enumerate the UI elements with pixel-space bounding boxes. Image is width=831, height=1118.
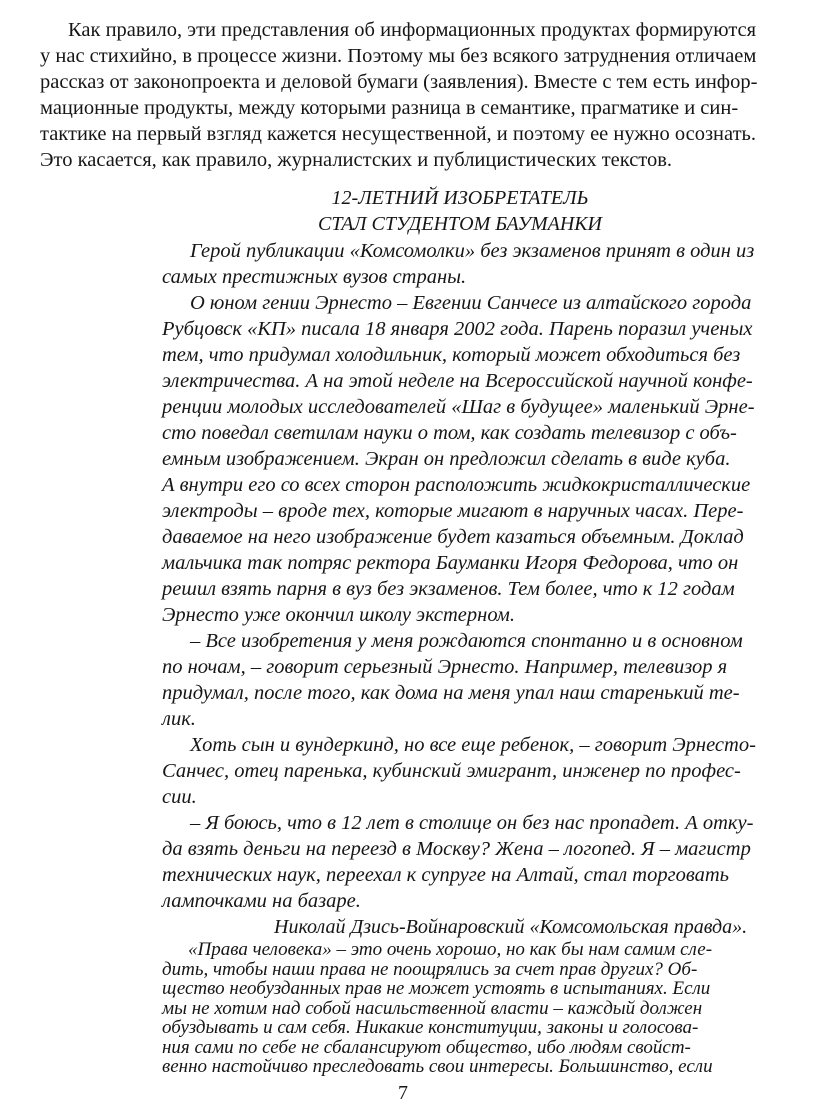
article-line: Эрнесто уже окончил школу экстерном.: [162, 604, 515, 626]
tail-line: «Права человека» – это очень хорошо, но как бы нам самим сле-: [188, 939, 713, 960]
tail-line: ния сами по себе не сбалансируют общество, ибо людям свойст-: [162, 1036, 691, 1058]
article-line: сии.: [162, 786, 197, 808]
article-line: емным изображением. Экран он предложил сделать в виде куба.: [162, 448, 731, 470]
tail-line: обуздывать и сам себя. Никакие конституции, законы и голосова-: [162, 1017, 699, 1038]
article-line: придумал, после того, как дома на меня упал наш старенький те-: [162, 682, 740, 704]
article-line: сто поведал светилам науки о том, как создать телевизор с объ-: [162, 422, 737, 444]
article-line: тем, что придумал холодильник, который может обходиться без: [162, 344, 741, 366]
article-line: О юном гении Эрнесто – Евгении Санчесе из алтайского города: [190, 292, 752, 314]
article-line: электричества. А на этой неделе на Всероссийской научной конфе-: [162, 370, 753, 392]
intro-line: у нас стихийно, в процессе жизни. Поэтому мы без всякого затруднения отличаем: [40, 45, 757, 67]
article-line: – Все изобретения у меня рождаются спонтанно и в основном: [190, 630, 743, 652]
article-line: А внутри его со всех сторон расположить жидкокристаллические: [162, 474, 751, 496]
intro-line: мационные продукты, между которыми разница в семантике, прагматике и син-: [40, 97, 739, 119]
article-line: электроды – вроде тех, которые мигают в наручных часах. Пере-: [162, 500, 744, 522]
tail-line: венно настойчиво преследовать свои интересы. Большинство, если: [162, 1056, 713, 1077]
intro-line: рассказ от законопроекта и деловой бумаги (заявления). Вместе с тем есть инфор-: [40, 71, 758, 93]
tail-line: дить, чтобы наши права не поощрялись за счет прав других? Об-: [162, 958, 698, 980]
article-line: мальчика так потряс ректора Бауманки Игоря Федорова, что он: [162, 552, 739, 574]
article-line: Герой публикации «Комсомолки» без экзаменов принят в один из: [190, 240, 755, 262]
tail-line: мы не хотим над собой насильственной власти – каждый должен: [162, 997, 703, 1019]
article-title-line-2: СТАЛ СТУДЕНТОМ БАУМАНКИ: [317, 213, 602, 235]
article-line: самых престижных вузов страны.: [162, 266, 467, 288]
article-line: ренции молодых исследователей «Шаг в будущее» маленький Эрне-: [162, 396, 755, 418]
intro-line: тактике на первый взгляд кажется несущественной, и поэтому ее нужно осознать.: [40, 123, 757, 145]
article-line: по ночам, – говорит серьезный Эрнесто. Например, телевизор я: [162, 656, 728, 678]
article-line: да взять деньги на переезд в Москву? Жена – логопед. Я – магистр: [162, 838, 751, 860]
article-line: лампочками на базаре.: [162, 890, 361, 912]
article-line: технических наук, переехал к супруге на Алтай, стал торговать: [162, 864, 729, 886]
article-line: – Я боюсь, что в 12 лет в столице он без нас пропадет. А отку-: [190, 812, 754, 834]
intro-line: Как правило, эти представления об информационных продуктах формируются: [68, 19, 757, 41]
article-signature: Николай Дзись-Войнаровский «Комсомольская правда».: [274, 916, 748, 938]
article-line: лик.: [162, 708, 196, 730]
article-line: Хоть сын и вундеркинд, но все еще ребенок, – говорит Эрнесто-: [190, 734, 756, 756]
page-number: 7: [398, 1082, 408, 1104]
article-line: Рубцовск «КП» писала 18 января 2002 года. Парень поразил ученых: [162, 318, 753, 340]
intro-line: Это касается, как правило, журналистских и публицистических текстов.: [40, 149, 673, 171]
article-title-line-1: 12-ЛЕТНИЙ ИЗОБРЕТАТЕЛЬ: [331, 187, 589, 209]
article-line: решил взять парня в вуз без экзаменов. Тем более, что к 12 годам: [162, 578, 735, 600]
article-line: Санчес, отец паренька, кубинский эмигрант, инженер по профес-: [162, 760, 741, 782]
article-line: даваемое на него изображение будет казаться объемным. Доклад: [162, 526, 744, 548]
tail-line: щество необузданных прав не может устоять в испытаниях. Если: [162, 978, 711, 999]
